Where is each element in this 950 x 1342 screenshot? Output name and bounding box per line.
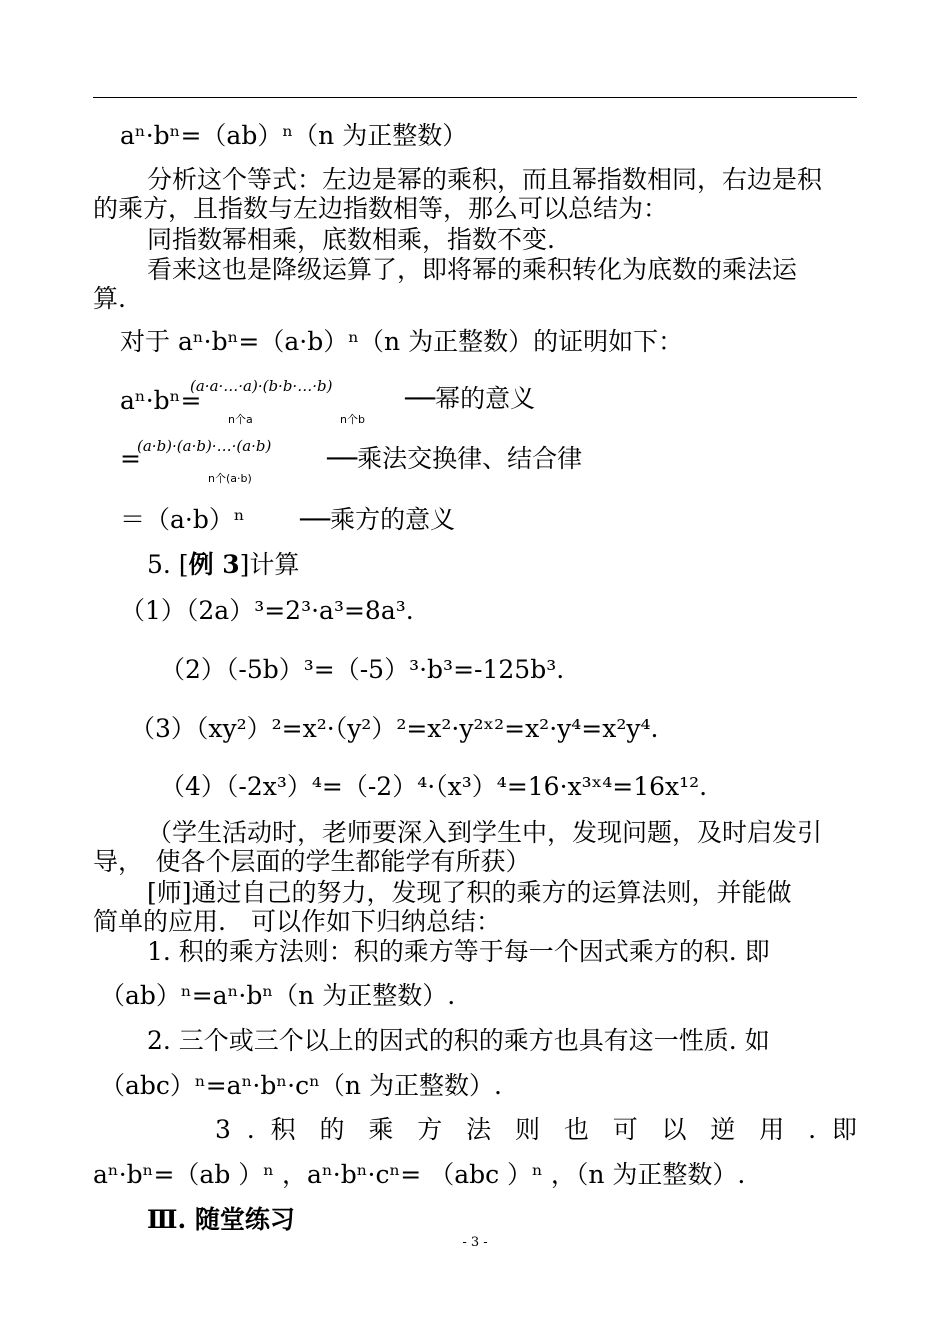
proof-line-3: ＝（a·b）ⁿ (120, 505, 245, 534)
paragraph-line: 的乘方，且指数与左边指数相等，那么可以总结为： (93, 194, 669, 223)
example-3: （3）（xy²）²=x²·（y²）²=x²·y²ˣ²=x²·y⁴=x²y⁴. (130, 714, 659, 743)
paragraph-line: [师]通过自己的努力，发现了积的乘方的运算法则，并能做 (147, 878, 792, 907)
example-2: （2）（-5b）³=（-5）³·b³=-125b³. (160, 655, 565, 684)
proof-line-3-reason: ──乘方的意义 (300, 505, 456, 534)
rule-3: 3 . 积 的 乘 方 法 则 也 可 以 逆 用 . 即 (215, 1115, 857, 1144)
paragraph-line: 导， 使各个层面的学生都能学有所获） (93, 847, 531, 876)
proof-intro: 对于 aⁿ·bⁿ=（a·b）ⁿ（n 为正整数）的证明如下： (120, 327, 684, 356)
paragraph-line: 算. (93, 284, 126, 313)
paragraph-line: （学生活动时，老师要深入到学生中，发现问题，及时启发引 (147, 818, 823, 847)
rule-1-formula: （ab）ⁿ=aⁿ·bⁿ（n 为正整数）. (100, 981, 456, 1010)
page-number: - 3 - (462, 1235, 488, 1250)
proof-line-1-reason: ──幂的意义 (405, 384, 536, 413)
rule-2-formula: （abc）ⁿ=aⁿ·bⁿ·cⁿ（n 为正整数）. (100, 1071, 502, 1100)
header-rule (93, 97, 857, 98)
formula-line: aⁿ·bⁿ=（ab）ⁿ（n 为正整数） (120, 121, 468, 150)
proof-line-1-under-a: n个a (228, 413, 253, 426)
proof-line-1-under-b: n个b (340, 413, 365, 426)
rule-1: 1. 积的乘方法则：积的乘方等于每一个因式乘方的积. 即 (147, 937, 770, 966)
example-4: （4）（-2x³）⁴=（-2）⁴·（x³）⁴=16·x³ˣ⁴=16x¹². (160, 772, 708, 801)
proof-line-2-under: n个(a·b) (208, 472, 252, 485)
paragraph-line: 看来这也是降级运算了，即将幂的乘积转化为底数的乘法运 (147, 255, 798, 284)
paragraph-line: 简单的应用. 可以作如下归纳总结： (93, 907, 501, 936)
section-heading: Ⅲ. 随堂练习 (147, 1205, 295, 1234)
proof-line-2-lhs: = (120, 444, 141, 473)
proof-line-2-reason: ──乘法交换律、结合律 (327, 444, 583, 473)
rule-2: 2. 三个或三个以上的因式的积的乘方也具有这一性质. 如 (147, 1026, 770, 1055)
example-1: （1）（2a）³=2³·a³=8a³. (120, 596, 414, 625)
paragraph-line: 同指数幂相乘，底数相乘，指数不变. (147, 225, 555, 254)
example-heading: 5. [例 3]计算 (147, 550, 300, 579)
proof-line-1-lhs: aⁿ·bⁿ= (120, 386, 202, 415)
rule-3-formula: aⁿ·bⁿ=（ab ）ⁿ ，aⁿ·bⁿ·cⁿ= （abc ）ⁿ ，（n 为正整数）. (93, 1160, 746, 1189)
proof-line-2-product: (a·b)·(a·b)·…·(a·b) (137, 437, 272, 455)
paragraph-line: 分析这个等式：左边是幂的乘积，而且幂指数相同，右边是积 (147, 165, 823, 194)
proof-line-1-product: (a·a·…·a)·(b·b·…·b) (190, 377, 333, 395)
